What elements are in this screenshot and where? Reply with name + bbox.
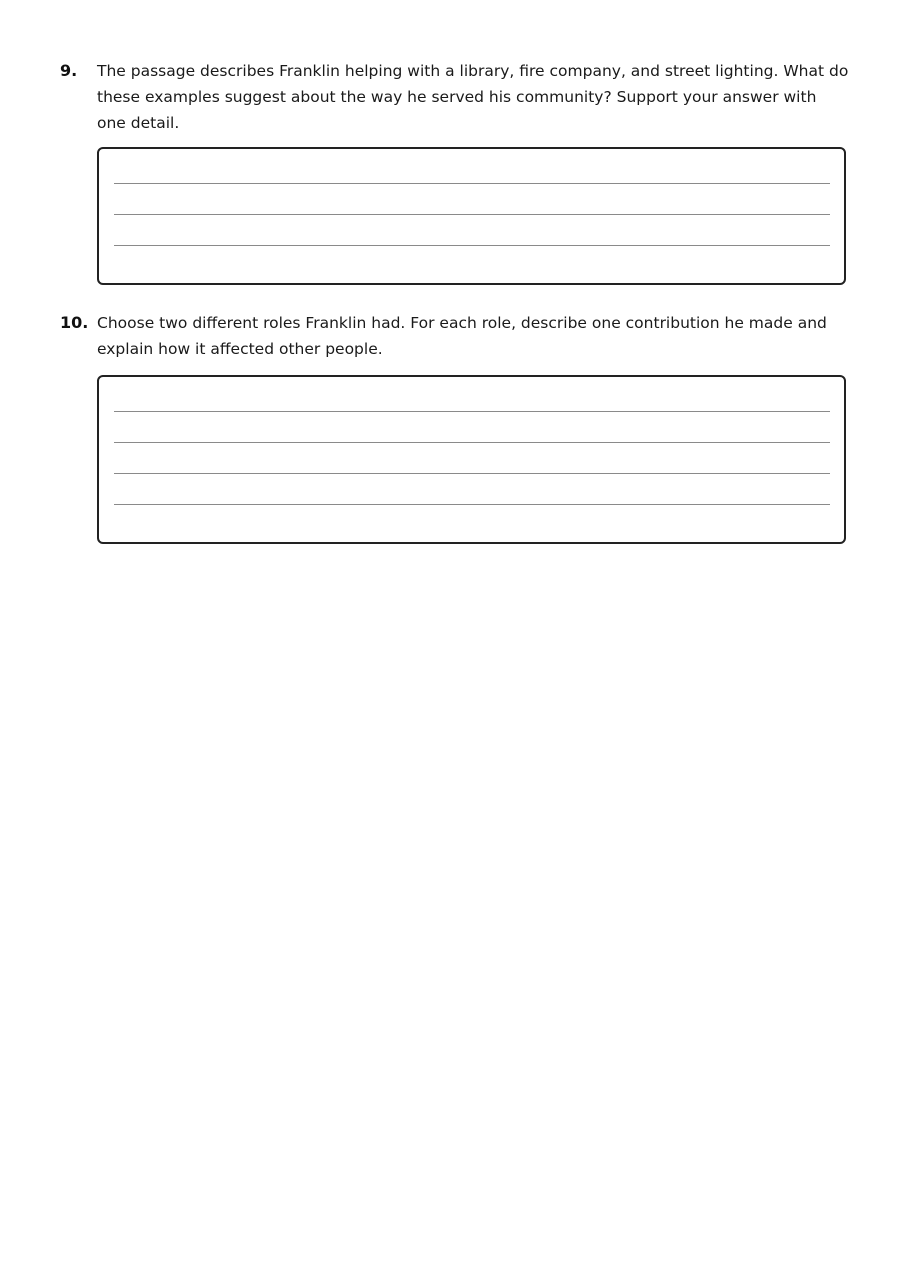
question-number: 9.	[60, 61, 78, 80]
question-text: The passage describes Franklin helping with a library, fire company, and street lighting. What do these examples suggest about the way he served his community? Support your answer with one detail.	[97, 62, 849, 132]
answer-line	[114, 504, 830, 505]
answer-line	[114, 245, 830, 246]
answer-box-9[interactable]	[97, 147, 846, 285]
answer-box-10[interactable]	[97, 375, 846, 544]
answer-line	[114, 473, 830, 474]
question-number: 10.	[60, 313, 89, 332]
answer-line	[114, 183, 830, 184]
question-text: Choose two different roles Franklin had. For each role, describe one contribution he made and explain how it affected other people.	[97, 314, 827, 358]
answer-line	[114, 442, 830, 443]
answer-line	[114, 411, 830, 412]
answer-line	[114, 214, 830, 215]
